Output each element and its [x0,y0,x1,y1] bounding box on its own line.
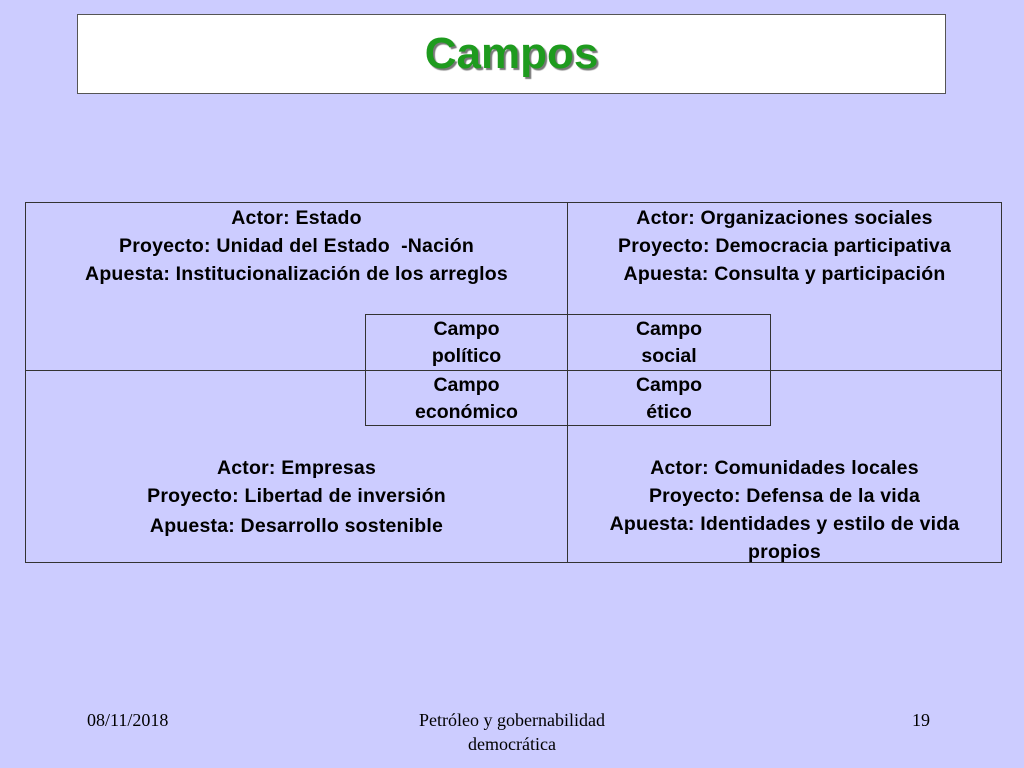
quadrant-estado [26,204,567,288]
quadrant-comunidades-locales [568,454,1001,566]
apuesta-label: Apuesta: Consulta y participación [623,263,946,285]
proyecto-label: Proyecto: Libertad de inversión [147,485,446,507]
grid-right-border [1001,202,1002,563]
proyecto-label: Proyecto: Defensa de la vida [648,485,921,507]
footer-date: 08/11/2018 [87,710,169,730]
campo-politico: Campo político [431,318,502,367]
campo-economico: Campo económico [415,374,518,423]
grid-middle-line-left [25,370,366,371]
campo-etico: Campo ético [635,374,703,423]
footer-page-number: 19 [912,710,930,730]
actor-label: Actor: Empresas [216,457,377,479]
quadrant-organizaciones-sociales [568,204,1001,288]
center-box-horizontal-divider [365,370,771,371]
apuesta-label: Apuesta: Identidades y estilo de vida [609,513,960,535]
actor-label: Actor: Organizaciones sociales [636,207,933,229]
proyecto-label: Proyecto: Democracia participativa [617,235,951,257]
footer-presentation-title: Petróleo y gobernabilidad democrática [419,710,605,754]
campo-social: Campo social [635,318,703,367]
apuesta-label-continued: propios [748,541,821,563]
grid-middle-line-right [770,370,1002,371]
apuesta-label: Apuesta: Institucionalización de los arreglos [85,263,508,285]
quadrant-empresas [26,454,567,540]
title-box [77,14,946,94]
proyecto-label: Proyecto: Unidad del Estado -Nación [118,235,474,257]
slide-title: Campos [424,29,599,78]
apuesta-label: Apuesta: Desarrollo sostenible [149,515,444,537]
grid-top-border [25,202,1002,203]
actor-label: Actor: Estado [231,207,362,229]
actor-label: Actor: Comunidades locales [650,457,919,479]
